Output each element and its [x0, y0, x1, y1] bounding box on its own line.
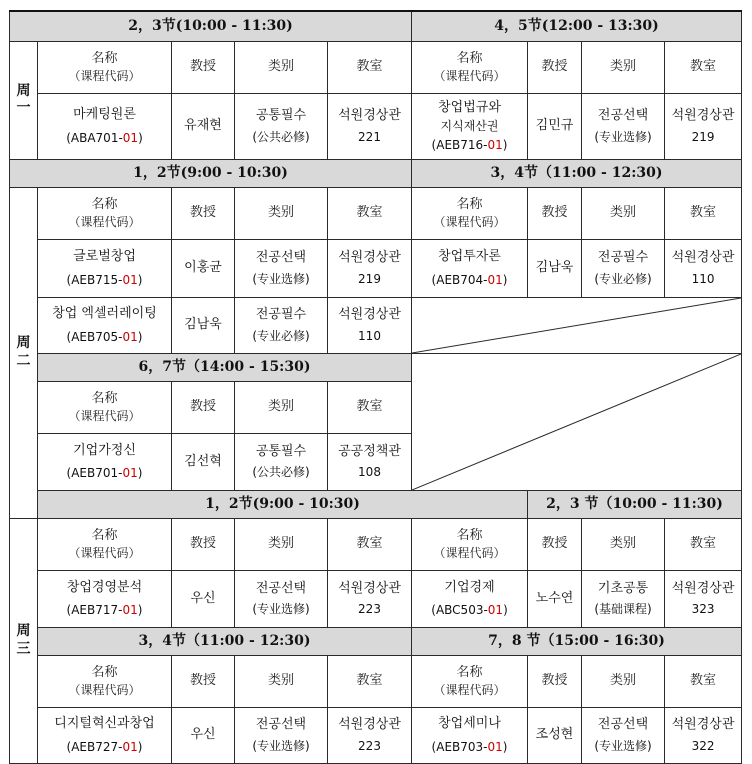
header-category: 类别 — [235, 187, 328, 239]
header-category: 类别 — [235, 655, 328, 707]
day-label-tuesday: 周 二 — [10, 187, 38, 518]
course-professor: 유재현 — [172, 93, 235, 159]
course-name: 창업세미나 (AEB703-01) — [412, 707, 528, 763]
section-header: 1，2节(9:00 - 10:30) — [38, 490, 528, 518]
section-header: 3，4节（11:00 - 12:30) — [412, 159, 742, 187]
section-header: 2，3节(10:00 - 11:30) — [10, 11, 412, 41]
course-code: (AEB715-01) — [66, 272, 143, 287]
empty-slot-diagonal — [412, 298, 741, 353]
header-professor: 教授 — [172, 381, 235, 433]
course-code: (AEB701-01) — [66, 466, 143, 481]
course-name: 기업가정신 (AEB701-01) — [38, 433, 172, 490]
empty-slot — [412, 353, 742, 490]
column-header-row — [10, 187, 742, 239]
course-code: (AEB704-01) — [431, 272, 508, 287]
course-room: 석원경상관 219 — [328, 239, 412, 297]
course-name: 글로벌창업 (AEB715-01) — [38, 239, 172, 297]
course-category: 기초공통 (基础课程) — [582, 570, 665, 627]
course-name: 창업법규와 지식재산권 (AEB716-01) — [412, 93, 528, 159]
course-code: (AEB703-01) — [431, 739, 508, 754]
course-name: 기업경제 (ABC503-01) — [412, 570, 528, 627]
course-code: (AEB717-01) — [66, 603, 143, 618]
header-room: 教室 — [328, 41, 412, 93]
section-header-row — [10, 353, 742, 381]
course-room: 공공정책관 108 — [328, 433, 412, 490]
header-professor: 教授 — [528, 518, 582, 570]
header-room: 教室 — [665, 518, 742, 570]
section-header-row — [10, 490, 742, 518]
course-room: 석원경상관 223 — [328, 570, 412, 627]
header-name: 名称 （课程代码） — [412, 655, 528, 707]
course-row — [10, 239, 742, 297]
header-room: 教室 — [665, 655, 742, 707]
empty-slot-diagonal — [412, 354, 741, 490]
section-header-row — [10, 159, 742, 187]
header-name: 名称 （课程代码） — [412, 41, 528, 93]
course-name: 창업투자론 (AEB704-01) — [412, 239, 528, 297]
header-room: 教室 — [665, 41, 742, 93]
header-professor: 教授 — [528, 41, 582, 93]
course-professor: 김민규 — [528, 93, 582, 159]
header-name: 名称 （课程代码） — [412, 518, 528, 570]
section-header: 4，5节(12:00 - 13:30) — [412, 11, 742, 41]
course-code: (ABC503-01) — [431, 603, 508, 618]
column-header-row — [10, 518, 742, 570]
header-room: 教室 — [328, 518, 412, 570]
header-professor: 教授 — [528, 187, 582, 239]
header-category: 类别 — [235, 41, 328, 93]
section-header: 7，8 节（15:00 - 16:30) — [412, 627, 742, 655]
course-room: 석원경상관 221 — [328, 93, 412, 159]
header-professor: 教授 — [528, 655, 582, 707]
course-category: 전공필수 (专业必修) — [235, 297, 328, 353]
course-name: 디지털혁신과창업 (AEB727-01) — [38, 707, 172, 763]
day-label-wednesday: 周 三 — [10, 518, 38, 763]
course-category: 전공선택 (专业选修) — [582, 93, 665, 159]
course-professor: 이홍균 — [172, 239, 235, 297]
course-room: 석원경상관 110 — [328, 297, 412, 353]
empty-slot — [412, 297, 742, 353]
header-category: 类别 — [235, 381, 328, 433]
course-room: 석원경상관 322 — [665, 707, 742, 763]
course-name: 창업경영분석 (AEB717-01) — [38, 570, 172, 627]
course-category: 공통필수 (公共必修) — [235, 93, 328, 159]
course-code: (AEB716-01) — [431, 138, 508, 153]
course-professor: 김선혁 — [172, 433, 235, 490]
header-category: 类别 — [582, 41, 665, 93]
header-name: 名称 （课程代码） — [38, 187, 172, 239]
course-room: 석원경상관 110 — [665, 239, 742, 297]
course-code: (AEB705-01) — [66, 329, 143, 344]
header-name: 名称 （课程代码） — [38, 41, 172, 93]
course-code: (ABA701-01) — [66, 130, 143, 145]
section-header: 3，4节（11:00 - 12:30) — [38, 627, 412, 655]
course-row — [10, 570, 742, 627]
header-professor: 教授 — [172, 187, 235, 239]
course-category: 전공선택 (专业选修) — [235, 707, 328, 763]
course-professor: 우신 — [172, 707, 235, 763]
day-label-monday: 周 一 — [10, 41, 38, 159]
header-room: 教室 — [328, 655, 412, 707]
header-professor: 教授 — [172, 518, 235, 570]
section-header-row — [10, 627, 742, 655]
header-category: 类别 — [582, 655, 665, 707]
section-header: 1，2节(9:00 - 10:30) — [10, 159, 412, 187]
header-category: 类别 — [235, 518, 328, 570]
course-row — [10, 707, 742, 763]
column-header-row — [10, 41, 742, 93]
course-professor: 노수연 — [528, 570, 582, 627]
section-header-row — [10, 11, 742, 41]
course-name: 창업 엑셀러레이팅 (AEB705-01) — [38, 297, 172, 353]
header-name: 名称 （课程代码） — [38, 518, 172, 570]
course-category: 전공선택 (专业选修) — [235, 239, 328, 297]
course-professor: 김남욱 — [528, 239, 582, 297]
header-professor: 教授 — [172, 41, 235, 93]
course-professor: 김남욱 — [172, 297, 235, 353]
header-room: 教室 — [328, 187, 412, 239]
course-category: 공통필수 (公共必修) — [235, 433, 328, 490]
course-schedule-table — [9, 10, 742, 764]
course-room: 석원경상관 223 — [328, 707, 412, 763]
course-row — [10, 297, 742, 353]
course-professor: 우신 — [172, 570, 235, 627]
course-room: 석원경상관 219 — [665, 93, 742, 159]
column-header-row — [10, 655, 742, 707]
section-header: 6，7节（14:00 - 15:30) — [38, 353, 412, 381]
header-room: 教室 — [665, 187, 742, 239]
course-category: 전공필수 (专业必修) — [582, 239, 665, 297]
course-category: 전공선택 (专业选修) — [582, 707, 665, 763]
course-room: 석원경상관 323 — [665, 570, 742, 627]
header-room: 教室 — [328, 381, 412, 433]
section-header: 2，3 节（10:00 - 11:30) — [528, 490, 742, 518]
header-name: 名称 （课程代码） — [38, 381, 172, 433]
header-professor: 教授 — [172, 655, 235, 707]
header-category: 类别 — [582, 187, 665, 239]
course-name: 마케팅원론 (ABA701-01) — [38, 93, 172, 159]
course-row — [10, 93, 742, 159]
header-name: 名称 （课程代码） — [38, 655, 172, 707]
header-category: 类别 — [582, 518, 665, 570]
course-professor: 조성현 — [528, 707, 582, 763]
course-code: (AEB727-01) — [66, 739, 143, 754]
course-category: 전공선택 (专业选修) — [235, 570, 328, 627]
header-name: 名称 （课程代码） — [412, 187, 528, 239]
